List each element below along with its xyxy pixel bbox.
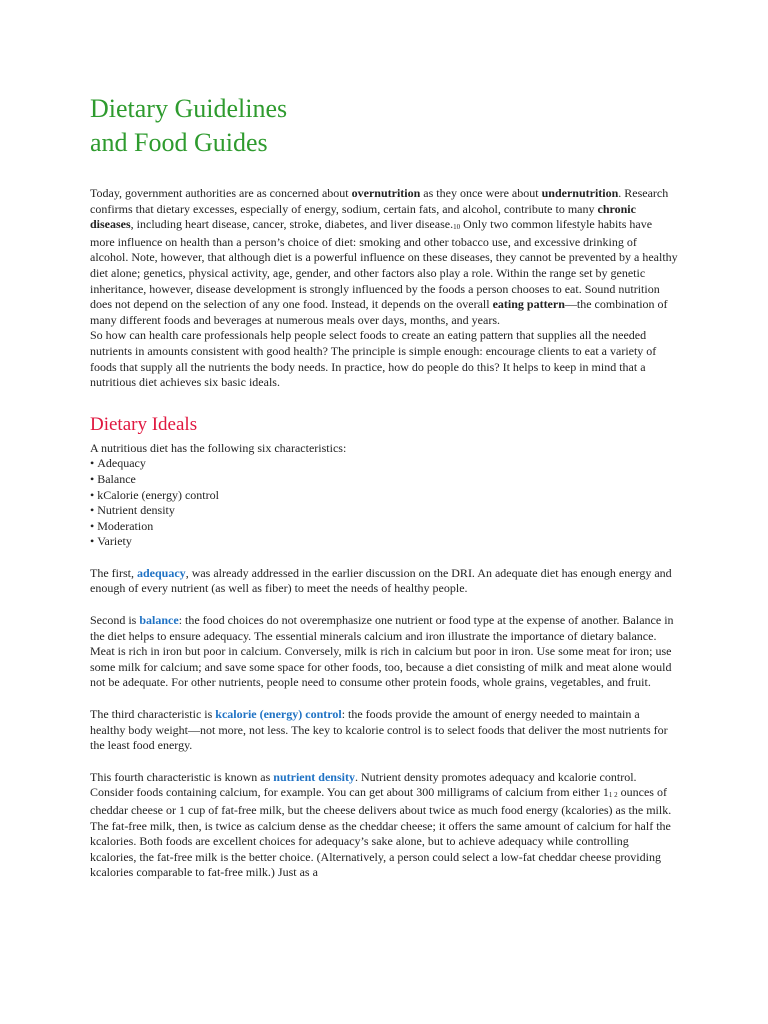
adequacy-paragraph: [90, 566, 678, 597]
title-line-2: and Food Guides: [90, 128, 268, 157]
list-item: • kCalorie (energy) control: [90, 488, 678, 504]
term-kcalorie-control: kcalorie (energy) control: [215, 707, 342, 722]
ideals-list: [90, 456, 678, 550]
spacer: [90, 754, 678, 770]
reference-marker: 10: [453, 223, 461, 232]
list-item: • Moderation: [90, 519, 678, 535]
text-run: The first,: [90, 565, 137, 580]
text-run: —the combination of many different foods and beverages at numerous meals over days, months, and years.: [90, 297, 668, 327]
text-run: , including heart disease, cancer, stroke, diabetes, and liver disease.: [130, 217, 454, 232]
balance-paragraph-1: [90, 613, 678, 644]
bold-term-undernutrition: undernutrition: [541, 186, 619, 200]
text-run: : the foods provide the amount of energy needed to maintain a healthy body weight—not more, not less. The key to kcalorie control is to select foods that deliver the most nutrients for the least food energy.: [90, 707, 668, 753]
text-run: . Research confirms that dietary excesses, especially of energy, sodium, certain fats, and alcohol, contribute to many: [90, 186, 669, 216]
text-run: , was already addressed in the earlier discussion on the DRI. An adequate diet has enough energy and enough of every nutrient (as well as fiber) to meet the needs of healthy people.: [90, 565, 672, 596]
list-item: • Balance: [90, 472, 678, 488]
ideals-lead: A nutritious diet has the following six characteristics:: [90, 440, 347, 455]
text-run: Today, government authorities are as concerned about: [90, 186, 352, 200]
nutrient-density-paragraph: [90, 770, 678, 881]
text-run: . Nutrient density promotes adequacy and kcalorie control. Consider foods containing calcium, for example. You can get about 300 milligrams of calcium from either 1: [90, 769, 637, 800]
text-run: The third characteristic is: [90, 707, 216, 722]
term-balance: balance: [139, 613, 179, 628]
bold-term-chronic-diseases: chronic diseases: [90, 201, 636, 232]
fraction-one-half: 1 2: [608, 791, 618, 800]
list-item: • Adequacy: [90, 456, 678, 472]
spacer: [90, 550, 678, 566]
title-line-1: Dietary Guidelines: [90, 94, 288, 123]
document-page: [90, 92, 678, 881]
balance-paragraph-2: Meat is rich in iron but poor in calcium. Conversely, milk is rich in calcium but poor in iron. Use some meat for iron; use some milk for calcium; and save some space for other foods, too, because a diet consisting of milk and meat alone would not be adequate. For other nutrients, people need to consume other protein foods, whole grains, vegetables, and fruit.: [90, 644, 672, 690]
intro-paragraph-2: So how can health care professionals help people select foods to create an eating pattern that supplies all the needed nutrients in amounts consistent with good health? The principle is simple enough: encourage clients to eat a variety of foods that supply all the nutrients the body needs. In practice, how do people do this? It helps to keep in mind that a nutritious diet achieves six basic ideals.: [90, 328, 657, 390]
section-heading-dietary-ideals: Dietary Ideals: [90, 413, 198, 435]
text-run: : the food choices do not overemphasize one nutrient or food type at the expense of another. Balance in the diet helps to ensure adequacy. The essential minerals calcium and iron illustrate the importance of dietary balance.: [90, 613, 674, 643]
list-item: • Variety: [90, 534, 678, 550]
text-run: Only two common lifestyle habits have more influence on health than a person’s choice of diet: smoking and other tobacco use, and excessive drinking of alcohol. Note, however, that although diet is a powerful influence on these diseases, they cannot be prevented by a healthy diet alone; genetics, physical activity, age, gender, and other factors also play a role. Within the range set by genetic inheritance, however, disease development is strongly influenced by the foods a person chooses to eat. Sound nutrition does not depend on the selection of any one food. Instead, it depends on the overall: [90, 217, 678, 312]
text-run: as they once were about: [420, 186, 542, 200]
spacer: [90, 597, 678, 613]
text-run: This fourth characteristic is known as: [90, 769, 274, 784]
term-adequacy: adequacy: [137, 565, 186, 580]
term-nutrient-density: nutrient density: [273, 769, 355, 784]
text-run: Second is: [90, 613, 140, 628]
bold-term-overnutrition: overnutrition: [351, 186, 421, 200]
text-run: ounces of cheddar cheese or 1 cup of fat-free milk, but the cheese delivers about twice as much food energy (kcalories) as the milk. The fat-free milk, then, is twice as calcium dense as the cheddar cheese; it offers the same amount of calcium for half the kcalories. Both foods are excellent choices for adequacy’s sake alone, but to achieve adequacy while controlling kcalories, the fat-free milk is the better choice. (Alternatively, a person could select a low-fat cheddar cheese providing kcalories comparable to fat-free milk.) Just as a: [90, 785, 672, 880]
list-item: • Nutrient density: [90, 503, 678, 519]
document-title: [90, 92, 678, 160]
spacer: [90, 691, 678, 707]
intro-paragraph-1: [90, 186, 678, 328]
kcalorie-paragraph: [90, 707, 678, 754]
bold-term-eating-pattern: eating pattern: [492, 297, 565, 312]
